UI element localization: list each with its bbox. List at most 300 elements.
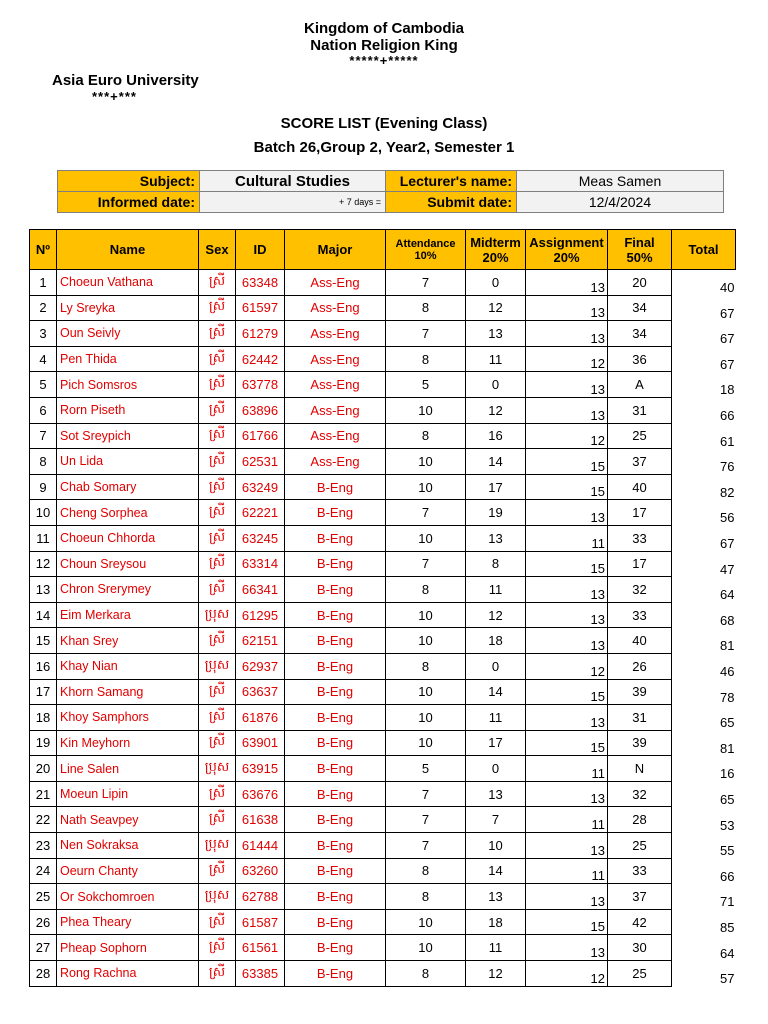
cell-final[interactable]: 26 (608, 653, 672, 679)
cell-attendance[interactable]: 7 (386, 321, 466, 347)
cell-id[interactable]: 61444 (236, 833, 285, 859)
cell-assignment[interactable]: 12 (526, 346, 608, 372)
cell-final[interactable]: 34 (608, 321, 672, 347)
cell-attendance[interactable]: 7 (386, 270, 466, 296)
cell-sex[interactable]: ស្រី (199, 449, 236, 475)
cell-major[interactable]: B-Eng (285, 884, 386, 910)
cell-major[interactable]: B-Eng (285, 577, 386, 603)
cell-total[interactable]: 55 (720, 843, 735, 859)
table-row[interactable] (30, 295, 736, 321)
cell-name[interactable]: Sot Sreypich (57, 423, 199, 449)
cell-midterm[interactable]: 7 (466, 807, 526, 833)
cell-attendance[interactable]: 10 (386, 602, 466, 628)
cell-midterm[interactable]: 13 (466, 321, 526, 347)
cell-major[interactable]: B-Eng (285, 781, 386, 807)
cell-id[interactable]: 61638 (236, 807, 285, 833)
col-header-midterm[interactable] (466, 230, 526, 270)
cell-id[interactable]: 61766 (236, 423, 285, 449)
cell-assignment[interactable]: 13 (526, 884, 608, 910)
cell-name[interactable]: Kin Meyhorn (57, 730, 199, 756)
cell-final[interactable]: 31 (608, 705, 672, 731)
table-row[interactable] (30, 397, 736, 423)
cell-name[interactable]: Choeun Vathana (57, 270, 199, 296)
cell-no[interactable]: 10 (30, 500, 57, 526)
cell-midterm[interactable]: 17 (466, 474, 526, 500)
cell-attendance[interactable]: 7 (386, 807, 466, 833)
cell-name[interactable]: Eim Merkara (57, 602, 199, 628)
cell-attendance[interactable]: 7 (386, 833, 466, 859)
cell-name[interactable]: Phea Theary (57, 909, 199, 935)
cell-sex[interactable]: ស្រី (199, 525, 236, 551)
cell-id[interactable]: 61295 (236, 602, 285, 628)
cell-final[interactable]: 31 (608, 397, 672, 423)
cell-major[interactable]: B-Eng (285, 756, 386, 782)
table-row[interactable] (30, 474, 736, 500)
table-row[interactable] (30, 858, 736, 884)
cell-sex[interactable]: ស្រី (199, 628, 236, 654)
table-row[interactable] (30, 884, 736, 910)
cell-name[interactable]: Khoy Samphors (57, 705, 199, 731)
cell-name[interactable]: Choeun Chhorda (57, 525, 199, 551)
cell-sex[interactable]: ស្រី (199, 270, 236, 296)
cell-final[interactable]: 40 (608, 628, 672, 654)
cell-attendance[interactable]: 10 (386, 909, 466, 935)
cell-sex[interactable]: ស្រី (199, 397, 236, 423)
cell-total[interactable]: 85 (720, 919, 735, 935)
table-row[interactable] (30, 602, 736, 628)
cell-name[interactable]: Choun Sreysou (57, 551, 199, 577)
cell-attendance[interactable]: 10 (386, 628, 466, 654)
cell-name[interactable]: Ly Sreyka (57, 295, 199, 321)
cell-id[interactable]: 63901 (236, 730, 285, 756)
cell-no[interactable]: 2 (30, 295, 57, 321)
cell-sex[interactable]: ប្រុស (199, 756, 236, 782)
cell-midterm[interactable]: 12 (466, 397, 526, 423)
cell-sex[interactable]: ស្រី (199, 705, 236, 731)
cell-attendance[interactable]: 10 (386, 730, 466, 756)
cell-assignment[interactable]: 13 (526, 602, 608, 628)
cell-assignment[interactable]: 13 (526, 270, 608, 296)
cell-attendance[interactable]: 10 (386, 679, 466, 705)
cell-major[interactable]: B-Eng (285, 551, 386, 577)
cell-attendance[interactable]: 10 (386, 705, 466, 731)
cell-no[interactable]: 26 (30, 909, 57, 935)
cell-no[interactable]: 27 (30, 935, 57, 961)
cell-no[interactable]: 17 (30, 679, 57, 705)
cell-attendance[interactable]: 7 (386, 500, 466, 526)
cell-assignment[interactable]: 12 (526, 653, 608, 679)
cell-no[interactable]: 4 (30, 346, 57, 372)
cell-sex[interactable]: ស្រី (199, 679, 236, 705)
cell-assignment[interactable]: 15 (526, 449, 608, 475)
cell-total[interactable]: 57 (720, 971, 735, 987)
cell-name[interactable]: Oun Seivly (57, 321, 199, 347)
col-header-name[interactable]: Name (57, 230, 199, 270)
cell-major[interactable]: B-Eng (285, 705, 386, 731)
cell-name[interactable]: Khorn Samang (57, 679, 199, 705)
cell-total[interactable]: 67 (720, 536, 735, 552)
cell-major[interactable]: Ass-Eng (285, 397, 386, 423)
cell-id[interactable]: 61587 (236, 909, 285, 935)
cell-final[interactable]: 32 (608, 577, 672, 603)
cell-no[interactable]: 8 (30, 449, 57, 475)
cell-midterm[interactable]: 10 (466, 833, 526, 859)
cell-name[interactable]: Khan Srey (57, 628, 199, 654)
cell-total[interactable]: 81 (720, 638, 735, 654)
cell-id[interactable]: 63314 (236, 551, 285, 577)
cell-attendance[interactable]: 8 (386, 961, 466, 987)
cell-attendance[interactable]: 8 (386, 295, 466, 321)
cell-name[interactable]: Nen Sokraksa (57, 833, 199, 859)
cell-id[interactable]: 63249 (236, 474, 285, 500)
cell-name[interactable]: Line Salen (57, 756, 199, 782)
lecturer-value[interactable]: Meas Samen (517, 171, 724, 192)
col-header-attendance[interactable] (386, 230, 466, 270)
cell-attendance[interactable]: 10 (386, 935, 466, 961)
col-header-sex[interactable]: Sex (199, 230, 236, 270)
cell-total[interactable]: 53 (720, 817, 735, 833)
cell-final[interactable]: 25 (608, 833, 672, 859)
cell-total[interactable]: 61 (720, 433, 735, 449)
cell-sex[interactable]: ស្រី (199, 423, 236, 449)
cell-attendance[interactable]: 8 (386, 346, 466, 372)
table-row[interactable] (30, 449, 736, 475)
cell-total[interactable]: 18 (720, 382, 735, 398)
cell-sex[interactable]: ស្រី (199, 730, 236, 756)
col-header-id[interactable]: ID (236, 230, 285, 270)
col-header-total[interactable]: Total (672, 230, 736, 270)
cell-midterm[interactable]: 14 (466, 858, 526, 884)
cell-attendance[interactable]: 5 (386, 756, 466, 782)
cell-final[interactable]: 39 (608, 730, 672, 756)
cell-final[interactable]: 25 (608, 961, 672, 987)
submit-date-value[interactable]: 12/4/2024 (517, 192, 724, 213)
cell-sex[interactable]: ស្រី (199, 551, 236, 577)
table-row[interactable] (30, 653, 736, 679)
cell-total[interactable]: 64 (720, 587, 735, 603)
cell-no[interactable]: 6 (30, 397, 57, 423)
cell-midterm[interactable]: 0 (466, 756, 526, 782)
cell-id[interactable]: 61876 (236, 705, 285, 731)
cell-assignment[interactable]: 13 (526, 295, 608, 321)
cell-no[interactable]: 3 (30, 321, 57, 347)
cell-major[interactable]: B-Eng (285, 935, 386, 961)
cell-attendance[interactable]: 8 (386, 423, 466, 449)
cell-id[interactable]: 62442 (236, 346, 285, 372)
cell-total[interactable]: 47 (720, 561, 735, 577)
cell-assignment[interactable]: 13 (526, 577, 608, 603)
cell-total[interactable]: 68 (720, 612, 735, 628)
cell-id[interactable]: 63260 (236, 858, 285, 884)
table-row[interactable] (30, 628, 736, 654)
cell-major[interactable]: B-Eng (285, 961, 386, 987)
table-row[interactable] (30, 423, 736, 449)
cell-sex[interactable]: ស្រី (199, 781, 236, 807)
cell-final[interactable]: 25 (608, 423, 672, 449)
cell-sex[interactable]: ប្រុស (199, 833, 236, 859)
cell-midterm[interactable]: 18 (466, 909, 526, 935)
cell-sex[interactable]: ស្រី (199, 474, 236, 500)
cell-final[interactable]: 30 (608, 935, 672, 961)
cell-name[interactable]: Pheap Sophorn (57, 935, 199, 961)
cell-sex[interactable]: ប្រុស (199, 884, 236, 910)
cell-total[interactable]: 65 (720, 791, 735, 807)
cell-total[interactable]: 67 (720, 356, 735, 372)
cell-total[interactable]: 46 (720, 664, 735, 679)
cell-id[interactable]: 63348 (236, 270, 285, 296)
cell-midterm[interactable]: 11 (466, 705, 526, 731)
cell-total[interactable]: 81 (720, 740, 735, 756)
cell-attendance[interactable]: 7 (386, 551, 466, 577)
cell-id[interactable]: 66341 (236, 577, 285, 603)
cell-major[interactable]: B-Eng (285, 525, 386, 551)
cell-major[interactable]: Ass-Eng (285, 321, 386, 347)
cell-final[interactable]: 40 (608, 474, 672, 500)
cell-id[interactable]: 61597 (236, 295, 285, 321)
cell-no[interactable]: 1 (30, 270, 57, 296)
cell-major[interactable]: B-Eng (285, 653, 386, 679)
cell-name[interactable]: Cheng Sorphea (57, 500, 199, 526)
cell-id[interactable]: 62937 (236, 653, 285, 679)
cell-assignment[interactable]: 12 (526, 961, 608, 987)
cell-attendance[interactable]: 8 (386, 884, 466, 910)
cell-final[interactable]: 28 (608, 807, 672, 833)
cell-name[interactable]: Chron Srerymey (57, 577, 199, 603)
cell-assignment[interactable]: 15 (526, 730, 608, 756)
cell-name[interactable]: Chab Somary (57, 474, 199, 500)
cell-no[interactable]: 15 (30, 628, 57, 654)
cell-midterm[interactable]: 16 (466, 423, 526, 449)
cell-name[interactable]: Khay Nian (57, 653, 199, 679)
cell-attendance[interactable]: 8 (386, 653, 466, 679)
table-row[interactable] (30, 525, 736, 551)
cell-assignment[interactable]: 15 (526, 551, 608, 577)
cell-major[interactable]: B-Eng (285, 602, 386, 628)
cell-id[interactable]: 62221 (236, 500, 285, 526)
cell-sex[interactable]: ស្រី (199, 321, 236, 347)
cell-midterm[interactable]: 14 (466, 449, 526, 475)
cell-sex[interactable]: ស្រី (199, 577, 236, 603)
cell-final[interactable]: 20 (608, 270, 672, 296)
cell-final[interactable]: 33 (608, 525, 672, 551)
table-row[interactable] (30, 961, 736, 987)
cell-major[interactable]: Ass-Eng (285, 372, 386, 398)
cell-id[interactable]: 62151 (236, 628, 285, 654)
cell-final[interactable]: 32 (608, 781, 672, 807)
cell-sex[interactable]: ស្រី (199, 500, 236, 526)
table-row[interactable] (30, 577, 736, 603)
cell-attendance[interactable]: 8 (386, 858, 466, 884)
cell-id[interactable]: 63915 (236, 756, 285, 782)
cell-assignment[interactable]: 11 (526, 756, 608, 782)
cell-midterm[interactable]: 14 (466, 679, 526, 705)
cell-sex[interactable]: ស្រី (199, 372, 236, 398)
cell-assignment[interactable]: 12 (526, 423, 608, 449)
cell-attendance[interactable]: 10 (386, 397, 466, 423)
cell-total[interactable]: 56 (720, 510, 735, 526)
cell-midterm[interactable]: 0 (466, 372, 526, 398)
cell-attendance[interactable]: 10 (386, 474, 466, 500)
cell-name[interactable]: Rorn Piseth (57, 397, 199, 423)
cell-id[interactable]: 62531 (236, 449, 285, 475)
table-row[interactable] (30, 833, 736, 859)
cell-total[interactable]: 40 (720, 280, 735, 296)
cell-id[interactable]: 63778 (236, 372, 285, 398)
informed-date-value[interactable]: + 7 days = (200, 192, 386, 213)
cell-sex[interactable]: ស្រី (199, 909, 236, 935)
cell-midterm[interactable]: 13 (466, 884, 526, 910)
cell-midterm[interactable]: 13 (466, 525, 526, 551)
cell-attendance[interactable]: 10 (386, 525, 466, 551)
cell-sex[interactable]: ស្រី (199, 961, 236, 987)
col-header-assignment[interactable] (526, 230, 608, 270)
table-row[interactable] (30, 756, 736, 782)
table-row[interactable] (30, 909, 736, 935)
cell-no[interactable]: 14 (30, 602, 57, 628)
cell-final[interactable]: 33 (608, 602, 672, 628)
cell-id[interactable]: 62788 (236, 884, 285, 910)
cell-sex[interactable]: ស្រី (199, 807, 236, 833)
cell-assignment[interactable]: 13 (526, 372, 608, 398)
col-header-no[interactable]: Nº (30, 230, 57, 270)
cell-major[interactable]: B-Eng (285, 807, 386, 833)
cell-no[interactable]: 24 (30, 858, 57, 884)
cell-assignment[interactable]: 13 (526, 397, 608, 423)
cell-total[interactable]: 66 (720, 408, 735, 424)
cell-assignment[interactable]: 11 (526, 525, 608, 551)
cell-final[interactable]: 34 (608, 295, 672, 321)
cell-name[interactable]: Un Lida (57, 449, 199, 475)
cell-total[interactable]: 71 (720, 894, 735, 910)
cell-assignment[interactable]: 11 (526, 858, 608, 884)
cell-major[interactable]: Ass-Eng (285, 423, 386, 449)
cell-final[interactable]: 37 (608, 449, 672, 475)
cell-final[interactable]: A (608, 372, 672, 398)
cell-major[interactable]: B-Eng (285, 730, 386, 756)
col-header-major[interactable]: Major (285, 230, 386, 270)
cell-total[interactable]: 82 (720, 484, 735, 500)
table-row[interactable] (30, 935, 736, 961)
cell-total[interactable]: 64 (720, 945, 735, 961)
cell-major[interactable]: B-Eng (285, 628, 386, 654)
cell-major[interactable]: B-Eng (285, 909, 386, 935)
cell-attendance[interactable]: 10 (386, 449, 466, 475)
cell-attendance[interactable]: 8 (386, 577, 466, 603)
cell-id[interactable]: 63896 (236, 397, 285, 423)
cell-major[interactable]: Ass-Eng (285, 295, 386, 321)
cell-sex[interactable]: ស្រី (199, 295, 236, 321)
cell-no[interactable]: 12 (30, 551, 57, 577)
cell-total[interactable]: 67 (720, 305, 735, 321)
cell-no[interactable]: 19 (30, 730, 57, 756)
cell-final[interactable]: 42 (608, 909, 672, 935)
cell-no[interactable]: 22 (30, 807, 57, 833)
cell-final[interactable]: 37 (608, 884, 672, 910)
cell-id[interactable]: 63245 (236, 525, 285, 551)
cell-no[interactable]: 11 (30, 525, 57, 551)
cell-final[interactable]: 17 (608, 500, 672, 526)
cell-assignment[interactable]: 15 (526, 679, 608, 705)
cell-final[interactable]: 33 (608, 858, 672, 884)
cell-no[interactable]: 18 (30, 705, 57, 731)
cell-midterm[interactable]: 11 (466, 935, 526, 961)
table-row[interactable] (30, 730, 736, 756)
cell-no[interactable]: 7 (30, 423, 57, 449)
cell-assignment[interactable]: 13 (526, 500, 608, 526)
cell-midterm[interactable]: 11 (466, 577, 526, 603)
cell-no[interactable]: 16 (30, 653, 57, 679)
cell-midterm[interactable]: 0 (466, 653, 526, 679)
cell-name[interactable]: Nath Seavpey (57, 807, 199, 833)
cell-name[interactable]: Pen Thida (57, 346, 199, 372)
table-row[interactable] (30, 551, 736, 577)
cell-assignment[interactable]: 13 (526, 935, 608, 961)
table-row[interactable] (30, 372, 736, 398)
table-row[interactable] (30, 679, 736, 705)
cell-major[interactable]: B-Eng (285, 858, 386, 884)
cell-name[interactable]: Or Sokchomroen (57, 884, 199, 910)
cell-name[interactable]: Pich Somsros (57, 372, 199, 398)
cell-no[interactable]: 21 (30, 781, 57, 807)
cell-major[interactable]: B-Eng (285, 500, 386, 526)
cell-no[interactable]: 20 (30, 756, 57, 782)
cell-assignment[interactable]: 13 (526, 833, 608, 859)
cell-sex[interactable]: ស្រី (199, 346, 236, 372)
cell-major[interactable]: B-Eng (285, 679, 386, 705)
cell-midterm[interactable]: 17 (466, 730, 526, 756)
cell-assignment[interactable]: 13 (526, 781, 608, 807)
cell-sex[interactable]: ប្រុស (199, 602, 236, 628)
table-row[interactable] (30, 807, 736, 833)
cell-midterm[interactable]: 12 (466, 602, 526, 628)
cell-no[interactable]: 23 (30, 833, 57, 859)
cell-major[interactable]: B-Eng (285, 474, 386, 500)
table-row[interactable] (30, 500, 736, 526)
cell-name[interactable]: Moeun Lipin (57, 781, 199, 807)
table-row[interactable] (30, 781, 736, 807)
cell-major[interactable]: Ass-Eng (285, 346, 386, 372)
cell-total[interactable]: 67 (720, 331, 735, 347)
cell-midterm[interactable]: 13 (466, 781, 526, 807)
cell-total[interactable]: 65 (720, 715, 735, 731)
subject-value[interactable]: Cultural Studies (200, 171, 386, 192)
cell-midterm[interactable]: 11 (466, 346, 526, 372)
cell-attendance[interactable]: 5 (386, 372, 466, 398)
cell-midterm[interactable]: 12 (466, 295, 526, 321)
cell-midterm[interactable]: 18 (466, 628, 526, 654)
cell-id[interactable]: 63676 (236, 781, 285, 807)
cell-id[interactable]: 63637 (236, 679, 285, 705)
cell-assignment[interactable]: 11 (526, 807, 608, 833)
cell-final[interactable]: 17 (608, 551, 672, 577)
cell-total[interactable]: 78 (720, 689, 735, 705)
cell-midterm[interactable]: 12 (466, 961, 526, 987)
cell-total[interactable]: 66 (720, 868, 735, 884)
cell-id[interactable]: 61279 (236, 321, 285, 347)
table-row[interactable] (30, 321, 736, 347)
cell-total[interactable]: 76 (720, 459, 735, 475)
cell-no[interactable]: 13 (30, 577, 57, 603)
cell-midterm[interactable]: 8 (466, 551, 526, 577)
cell-assignment[interactable]: 13 (526, 705, 608, 731)
cell-no[interactable]: 28 (30, 961, 57, 987)
cell-attendance[interactable]: 7 (386, 781, 466, 807)
table-row[interactable] (30, 346, 736, 372)
cell-midterm[interactable]: 19 (466, 500, 526, 526)
cell-sex[interactable]: ស្រី (199, 935, 236, 961)
cell-midterm[interactable]: 0 (466, 270, 526, 296)
cell-final[interactable]: 36 (608, 346, 672, 372)
